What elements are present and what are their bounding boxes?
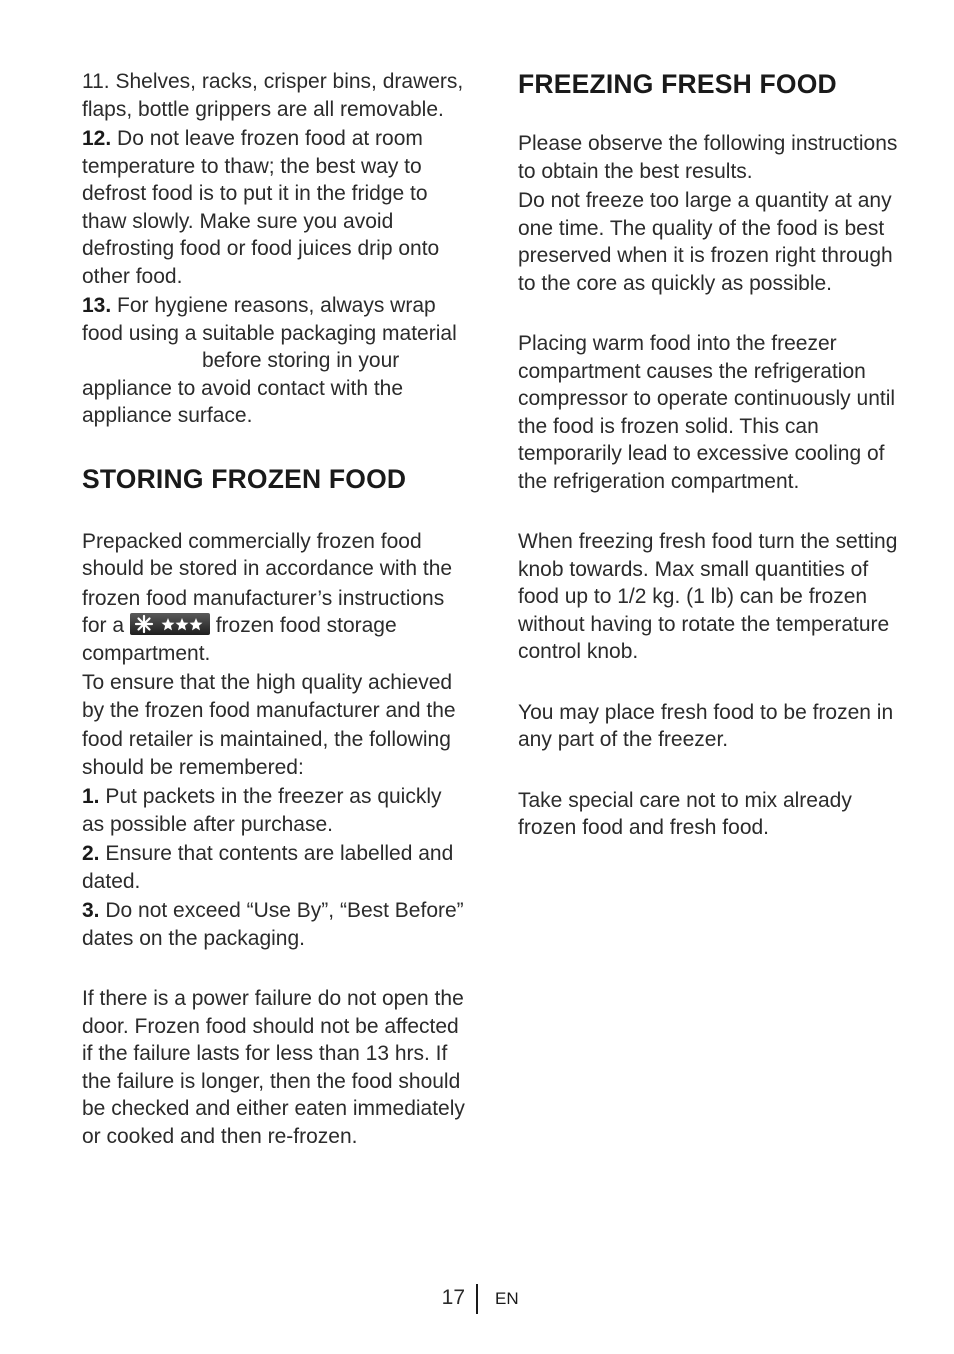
manufacturer-text-b: frozen food storage compartment. bbox=[82, 614, 397, 665]
step-3-text: Do not exceed “Use By”, “Best Before” dates on the packaging. bbox=[82, 899, 464, 950]
item-13-number: 13. bbox=[82, 294, 112, 317]
step-2-text: Ensure that contents are labelled and dated. bbox=[82, 842, 454, 893]
footer-divider bbox=[476, 1284, 478, 1314]
item-13-text-b: before storing in your appliance to avoid contact with the appliance surface. bbox=[82, 349, 404, 427]
step-1-number: 1. bbox=[82, 785, 100, 808]
right-column bbox=[518, 68, 898, 842]
step-2 bbox=[82, 840, 466, 895]
step-1-text: Put packets in the freezer as quickly as possible after purchase. bbox=[82, 785, 442, 836]
prepacked-paragraph: Prepacked commercially frozen food should be stored in accordance with the bbox=[82, 529, 453, 580]
item-13-text-a: For hygiene reasons, always wrap food using a suitable packaging material bbox=[82, 294, 457, 345]
observe-paragraph: Please observe the following instructions to obtain the best results. bbox=[518, 132, 898, 183]
left-column bbox=[82, 68, 466, 1150]
manufacturer-paragraph bbox=[82, 585, 466, 668]
item-13 bbox=[82, 292, 466, 430]
freezing-fresh-food-heading: FREEZING FRESH FOOD bbox=[518, 69, 837, 99]
item-12 bbox=[82, 125, 466, 290]
any-part-paragraph: You may place fresh food to be frozen in any part of the freezer. bbox=[518, 700, 894, 751]
four-star-freezer-icon bbox=[130, 613, 210, 635]
item-12-number: 12. bbox=[82, 127, 112, 150]
step-1 bbox=[82, 783, 466, 838]
page-number: 17 bbox=[441, 1286, 465, 1309]
step-3-number: 3. bbox=[82, 899, 100, 922]
step-2-number: 2. bbox=[82, 842, 100, 865]
knob-paragraph: When freezing fresh food turn the setting knob towards. Max small quantities of food up to 1/2 kg. (1 lb) can be frozen without having to rotate the temperature control knob. bbox=[518, 530, 898, 663]
quantity-paragraph: Do not freeze too large a quantity at any one time. The quality of the food is best preserved when it is frozen right through to the core as quickly as possible. bbox=[518, 189, 893, 295]
storing-frozen-food-heading: STORING FROZEN FOOD bbox=[82, 463, 407, 494]
power-failure-paragraph: If there is a power failure do not open the door. Frozen food should not be affected if the failure lasts for less than 13 hrs. If the failure is longer, then the food should be checked and either eaten immediately or cooked and then re-frozen. bbox=[82, 987, 465, 1148]
care-paragraph: Take special care not to mix already frozen food and fresh food. bbox=[518, 788, 852, 839]
language-code: EN bbox=[495, 1289, 519, 1308]
manufacturer-text-a: frozen food manufacturer’s instructions for a bbox=[82, 586, 445, 637]
page-footer bbox=[0, 1284, 954, 1314]
warm-food-paragraph: Placing warm food into the freezer compartment causes the refrigeration compressor to operate continuously until the food is frozen solid. This can temporarily lead to excessive cooling of the refrigeration compartment. bbox=[518, 332, 896, 493]
ensure-paragraph-b: food retailer is maintained, the following should be remembered: bbox=[82, 728, 451, 779]
step-3 bbox=[82, 897, 466, 952]
ensure-paragraph-a: To ensure that the high quality achieved by the frozen food manufacturer and the bbox=[82, 671, 456, 722]
item-12-text: Do not leave frozen food at room temperature to thaw; the best way to defrost food is to put it in the fridge to thaw slowly. Make sure you avoid defrosting food or food juices drip onto other food. bbox=[82, 127, 440, 288]
item-11: 11. Shelves, racks, crisper bins, drawers, flaps, bottle grippers are all removable. bbox=[82, 70, 464, 121]
